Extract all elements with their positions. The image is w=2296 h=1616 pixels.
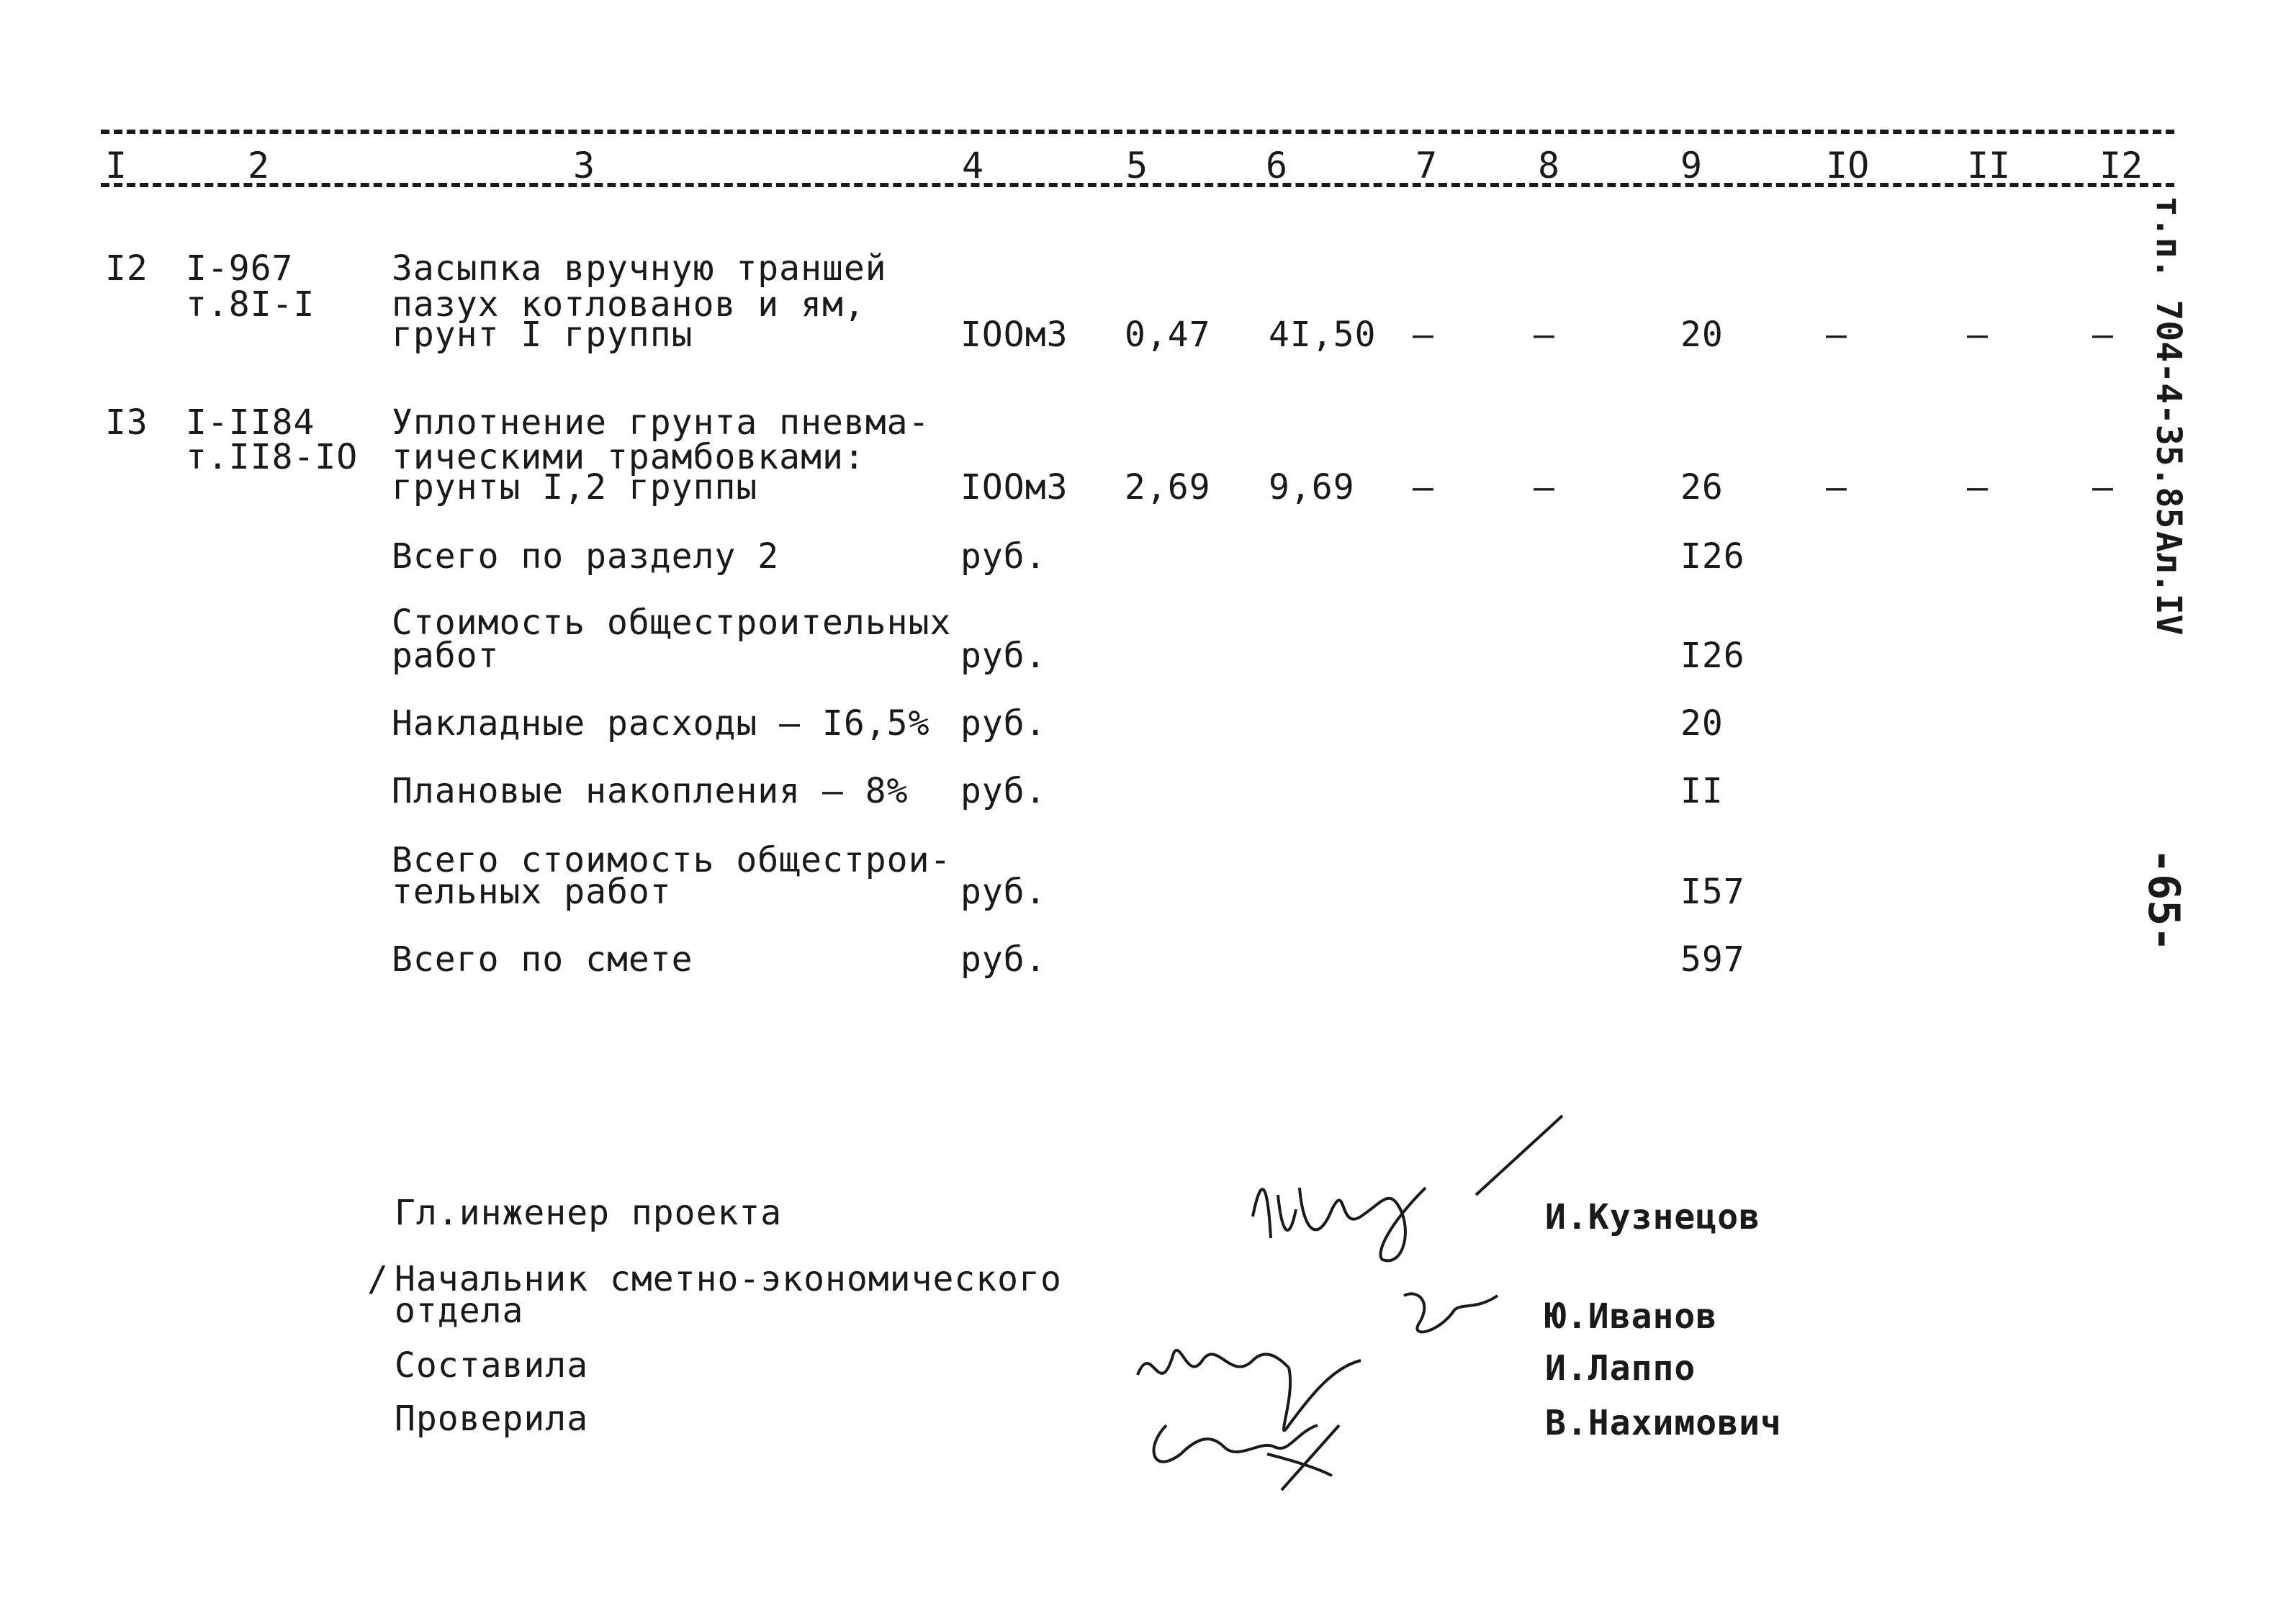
row-col11: – xyxy=(1967,315,1989,355)
col-header-5: 5 xyxy=(1126,145,1148,186)
total-unit: руб. xyxy=(960,872,1047,912)
col-header-10: IO xyxy=(1826,145,1870,186)
col-header-1: I xyxy=(105,145,127,186)
col-header-6: 6 xyxy=(1266,145,1288,186)
row-col11: – xyxy=(1967,467,1989,507)
total-unit: руб. xyxy=(960,703,1047,744)
row-number: I2 xyxy=(105,248,148,289)
row-description: грунт I группы xyxy=(392,315,693,355)
total-value: II xyxy=(1680,771,1724,811)
total-value: I57 xyxy=(1680,872,1745,912)
total-label: Всего по разделу 2 xyxy=(392,536,780,577)
signature-role: Начальник сметно-экономического xyxy=(395,1259,1062,1299)
row-unit: IOOм3 xyxy=(960,315,1068,355)
total-value: I26 xyxy=(1680,636,1745,676)
row-code: I-II84 xyxy=(186,402,315,443)
col-header-9: 9 xyxy=(1680,145,1703,186)
col-header-2: 2 xyxy=(248,145,270,186)
signature-name: В.Нахимович xyxy=(1545,1403,1782,1443)
row-col5: 0,47 xyxy=(1125,315,1211,355)
total-unit: руб. xyxy=(960,536,1047,577)
signature-role: Проверила xyxy=(395,1399,589,1439)
total-value: 20 xyxy=(1680,703,1724,744)
signature-marker: / xyxy=(367,1259,389,1299)
total-label: работ xyxy=(392,636,500,676)
col-header-11: II xyxy=(1967,145,2011,186)
row-number: I3 xyxy=(105,402,148,443)
row-col8: – xyxy=(1534,315,1555,355)
total-label: Всего по смете xyxy=(392,939,693,980)
row-description: тическими трамбовками: xyxy=(392,437,865,477)
total-label: Всего стоимость общестрои- xyxy=(392,840,952,880)
total-label: Плановые накопления – 8% xyxy=(392,771,909,811)
handwritten-signature-1 xyxy=(1238,1109,1584,1274)
total-unit: руб. xyxy=(960,636,1047,676)
row-col12: – xyxy=(2092,315,2114,355)
total-value: 597 xyxy=(1680,939,1745,980)
signature-role: Составила xyxy=(395,1345,589,1386)
handwritten-signature-2 xyxy=(1123,1281,1512,1497)
total-unit: руб. xyxy=(960,939,1047,980)
signature-name: И.Кузнецов xyxy=(1545,1197,1760,1237)
row-description: грунты I,2 группы xyxy=(392,467,758,507)
signature-role: отдела xyxy=(395,1291,524,1331)
row-col9: 20 xyxy=(1680,315,1724,355)
row-col7: – xyxy=(1413,315,1434,355)
row-col6: 9,69 xyxy=(1269,467,1355,507)
row-col9: 26 xyxy=(1680,467,1724,507)
page-number: -65- xyxy=(2138,848,2189,952)
col-header-3: 3 xyxy=(573,145,595,186)
total-label: Стоимость общестроительных xyxy=(392,602,952,643)
total-label: тельных работ xyxy=(392,872,672,912)
row-col8: – xyxy=(1534,467,1555,507)
row-description: Засыпка вручную траншей xyxy=(392,248,887,289)
row-col10: – xyxy=(1826,467,1847,507)
album-label: Ал.IV xyxy=(2148,531,2189,636)
col-header-4: 4 xyxy=(962,145,984,186)
row-col7: – xyxy=(1413,467,1434,507)
doc-code: т.п. 704-4-35.85 xyxy=(2148,196,2189,529)
col-header-8: 8 xyxy=(1538,145,1560,186)
signature-name: Ю.Иванов xyxy=(1545,1296,1718,1337)
row-code-table: т.8I-I xyxy=(186,284,315,325)
total-value: I26 xyxy=(1680,536,1745,577)
header-top-rule xyxy=(101,130,2174,134)
row-col5: 2,69 xyxy=(1125,467,1211,507)
row-description: пазух котлованов и ям, xyxy=(392,284,865,325)
row-code-table: т.II8-IO xyxy=(186,437,359,477)
signature-name: И.Лаппо xyxy=(1545,1348,1696,1389)
signature-role: Гл.инженер проекта xyxy=(395,1193,783,1233)
row-unit: IOOм3 xyxy=(960,467,1068,507)
row-description: Уплотнение грунта пневма- xyxy=(392,402,930,443)
row-col10: – xyxy=(1826,315,1847,355)
row-code: I-967 xyxy=(186,248,294,289)
total-label: Накладные расходы – I6,5% xyxy=(392,703,930,744)
col-header-12: I2 xyxy=(2099,145,2143,186)
total-unit: руб. xyxy=(960,771,1047,811)
row-col6: 4I,50 xyxy=(1269,315,1377,355)
row-col12: – xyxy=(2092,467,2114,507)
col-header-7: 7 xyxy=(1415,145,1438,186)
